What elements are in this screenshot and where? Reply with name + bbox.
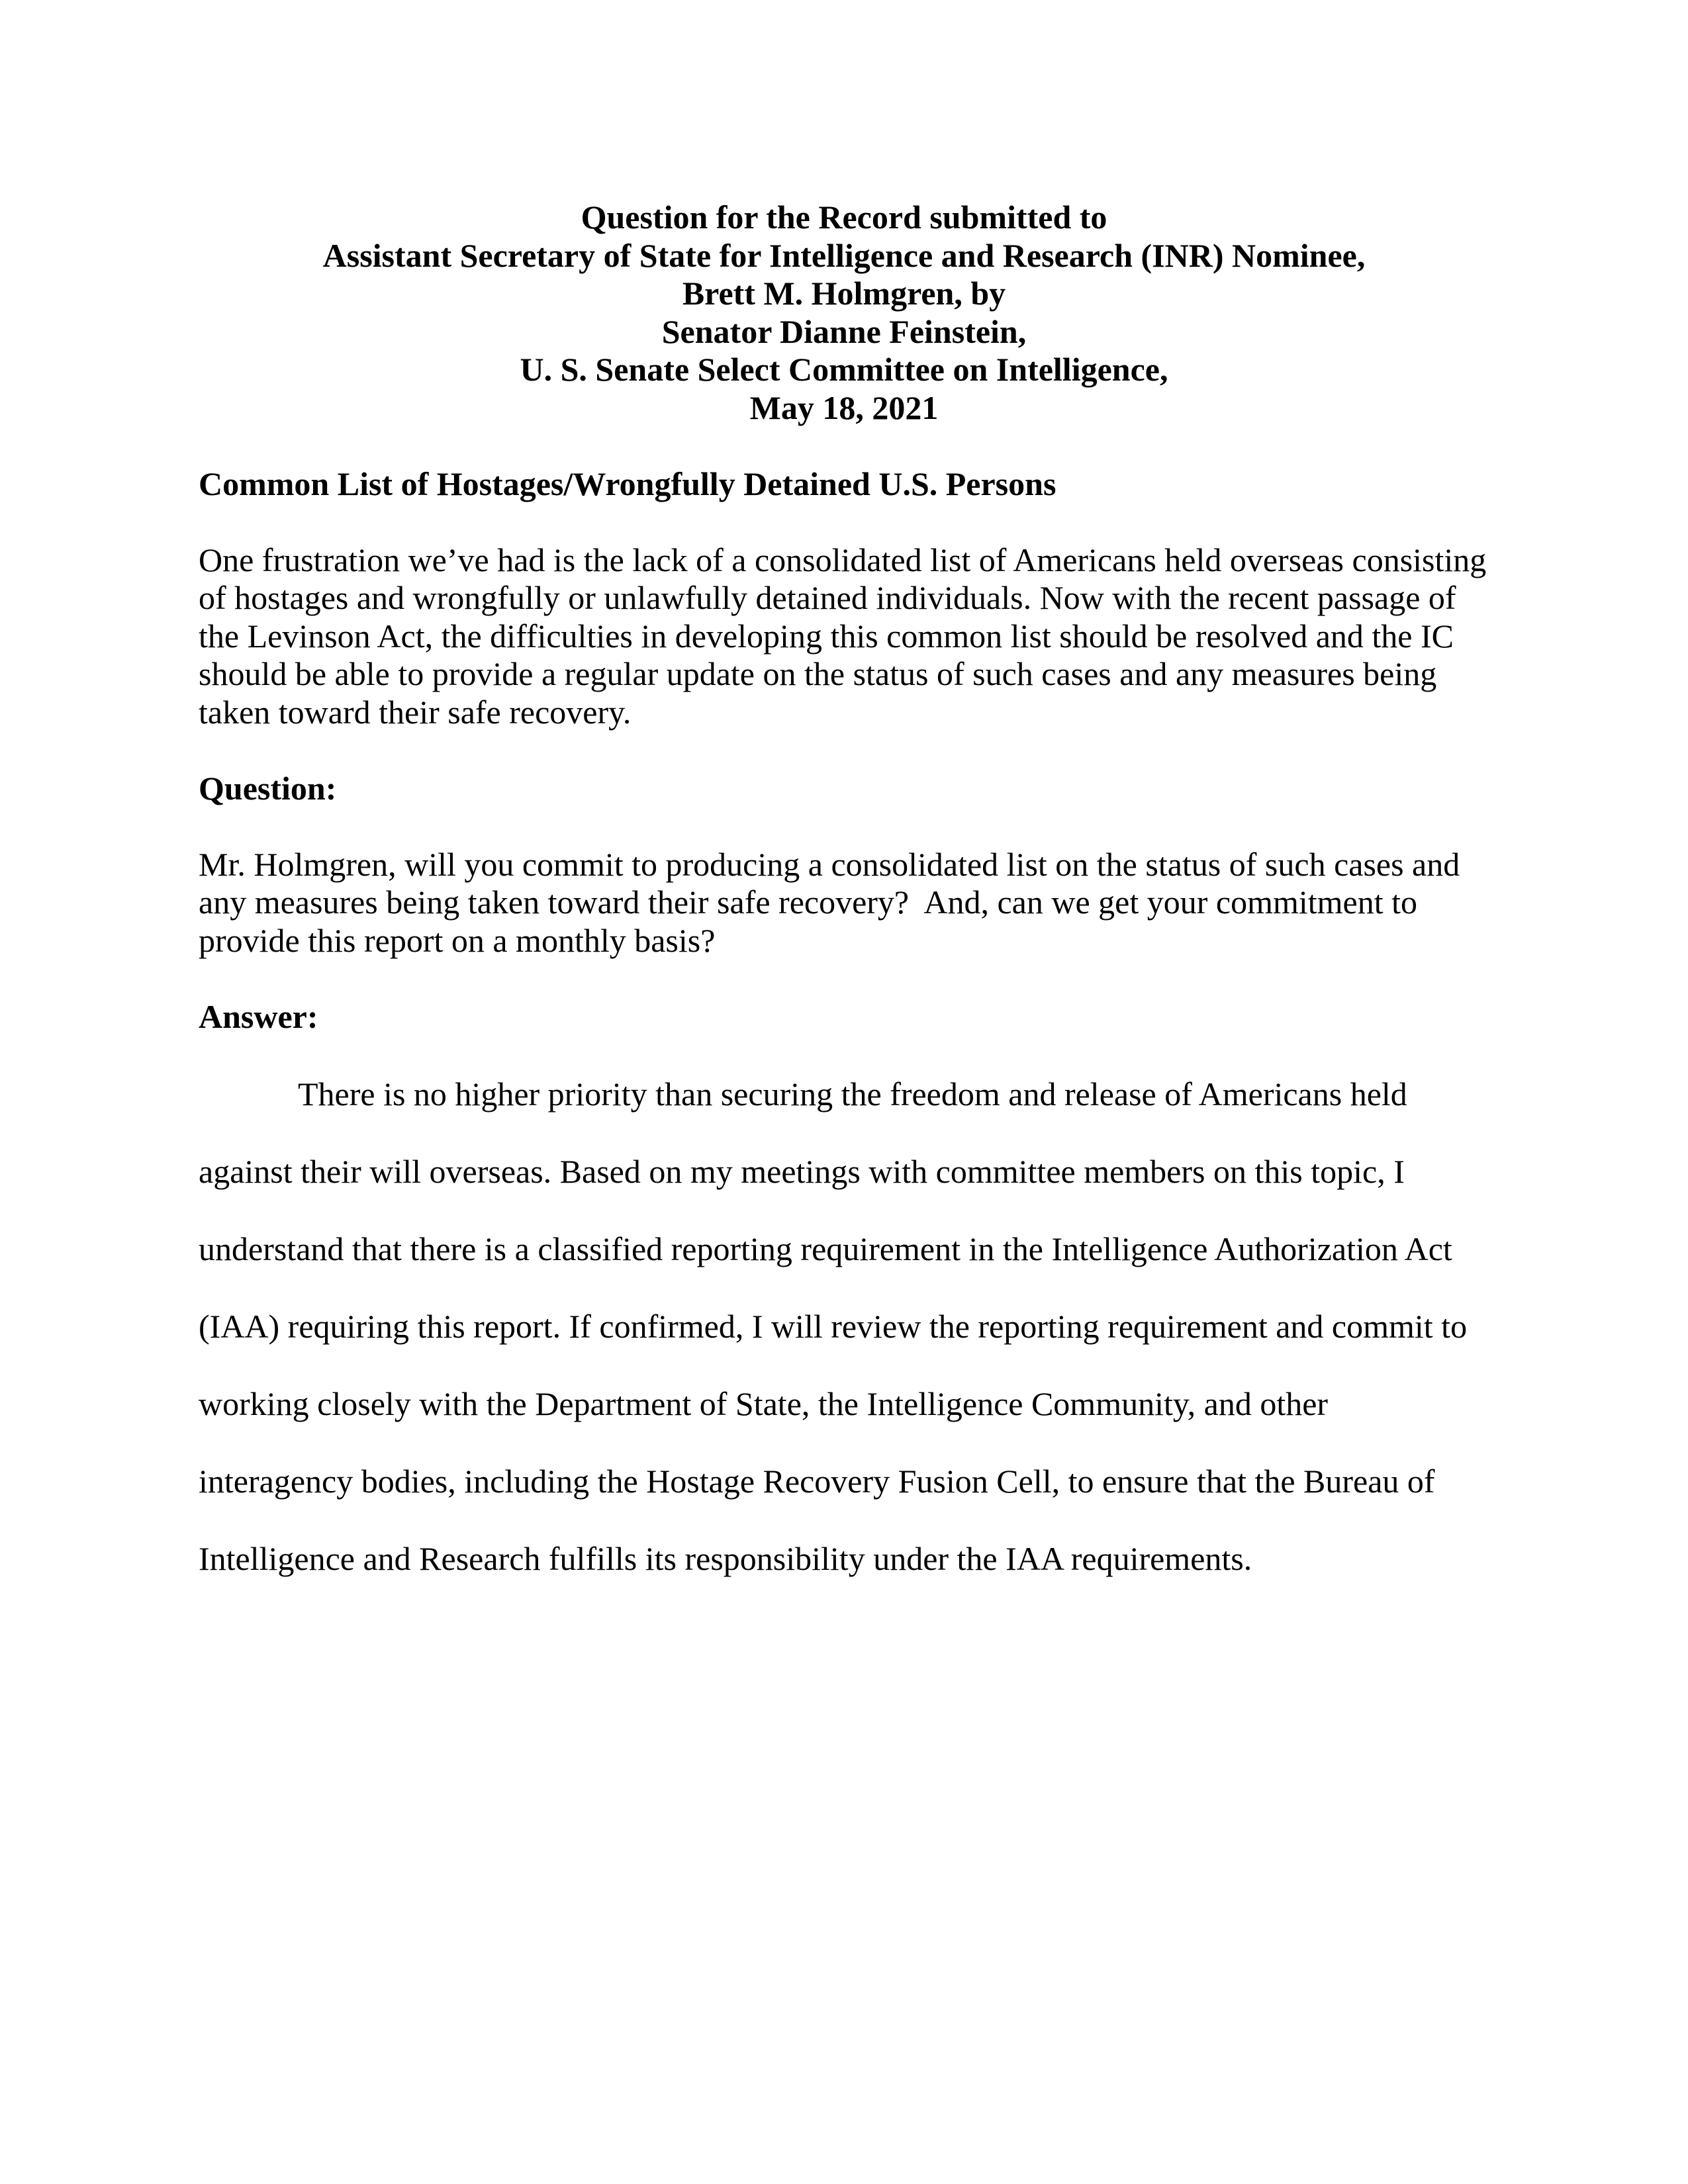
question-line: provide this report on a monthly basis? bbox=[199, 921, 716, 959]
answer-paragraph bbox=[199, 1056, 1489, 1598]
intro-line: taken toward their safe recovery. bbox=[199, 693, 632, 731]
header-line-1: Question for the Record submitted to bbox=[581, 199, 1107, 236]
answer-line: against their will overseas. Based on my meetings with committee members on this topic, I bbox=[199, 1153, 1405, 1190]
header-line-3: Brett M. Holmgren, by bbox=[682, 275, 1006, 312]
document-header bbox=[199, 199, 1489, 427]
answer-label: Answer: bbox=[199, 997, 318, 1035]
intro-line: should be able to provide a regular update on the status of such cases and any measures being bbox=[199, 655, 1437, 692]
intro-line: One frustration we’ve had is the lack of a consolidated list of Americans held overseas consisting bbox=[199, 541, 1487, 578]
question-line: any measures being taken toward their safe recovery? And, can we get your commitment to bbox=[199, 884, 1418, 921]
question-paragraph bbox=[199, 846, 1489, 960]
question-label: Question: bbox=[199, 769, 337, 807]
blank-line bbox=[199, 960, 1489, 998]
header-line-5: U. S. Senate Select Committee on Intelligence, bbox=[520, 351, 1168, 388]
blank-line bbox=[199, 807, 1489, 846]
answer-line: working closely with the Department of State, the Intelligence Community, and other bbox=[199, 1385, 1329, 1422]
intro-line: of hostages and wrongfully or unlawfully detained individuals. Now with the recent passage of bbox=[199, 579, 1456, 616]
question-line: Mr. Holmgren, will you commit to producing a consolidated list on the status of such cases and bbox=[199, 845, 1460, 883]
intro-line: the Levinson Act, the difficulties in developing this common list should be resolved and the IC bbox=[199, 617, 1454, 655]
intro-paragraph bbox=[199, 541, 1489, 732]
blank-line bbox=[199, 427, 1489, 465]
header-line-2: Assistant Secretary of State for Intelligence and Research (INR) Nominee, bbox=[322, 236, 1366, 274]
answer-line: There is no higher priority than securing the freedom and release of Americans held bbox=[298, 1075, 1407, 1113]
header-line-6: May 18, 2021 bbox=[749, 388, 939, 426]
topic-heading: Common List of Hostages/Wrongfully Detained U.S. Persons bbox=[199, 465, 1056, 502]
blank-line bbox=[199, 731, 1489, 770]
answer-line: understand that there is a classified reporting requirement in the Intelligence Authorization Act bbox=[199, 1230, 1452, 1267]
header-line-4: Senator Dianne Feinstein, bbox=[661, 312, 1027, 350]
answer-line: interagency bodies, including the Hostage Recovery Fusion Cell, to ensure that the Bureau of bbox=[199, 1463, 1435, 1500]
blank-line bbox=[199, 503, 1489, 541]
answer-line: (IAA) requiring this report. If confirmed, I will review the reporting requirement and commit to bbox=[199, 1308, 1468, 1345]
answer-line: Intelligence and Research fulfills its responsibility under the IAA requirements. bbox=[199, 1540, 1252, 1577]
